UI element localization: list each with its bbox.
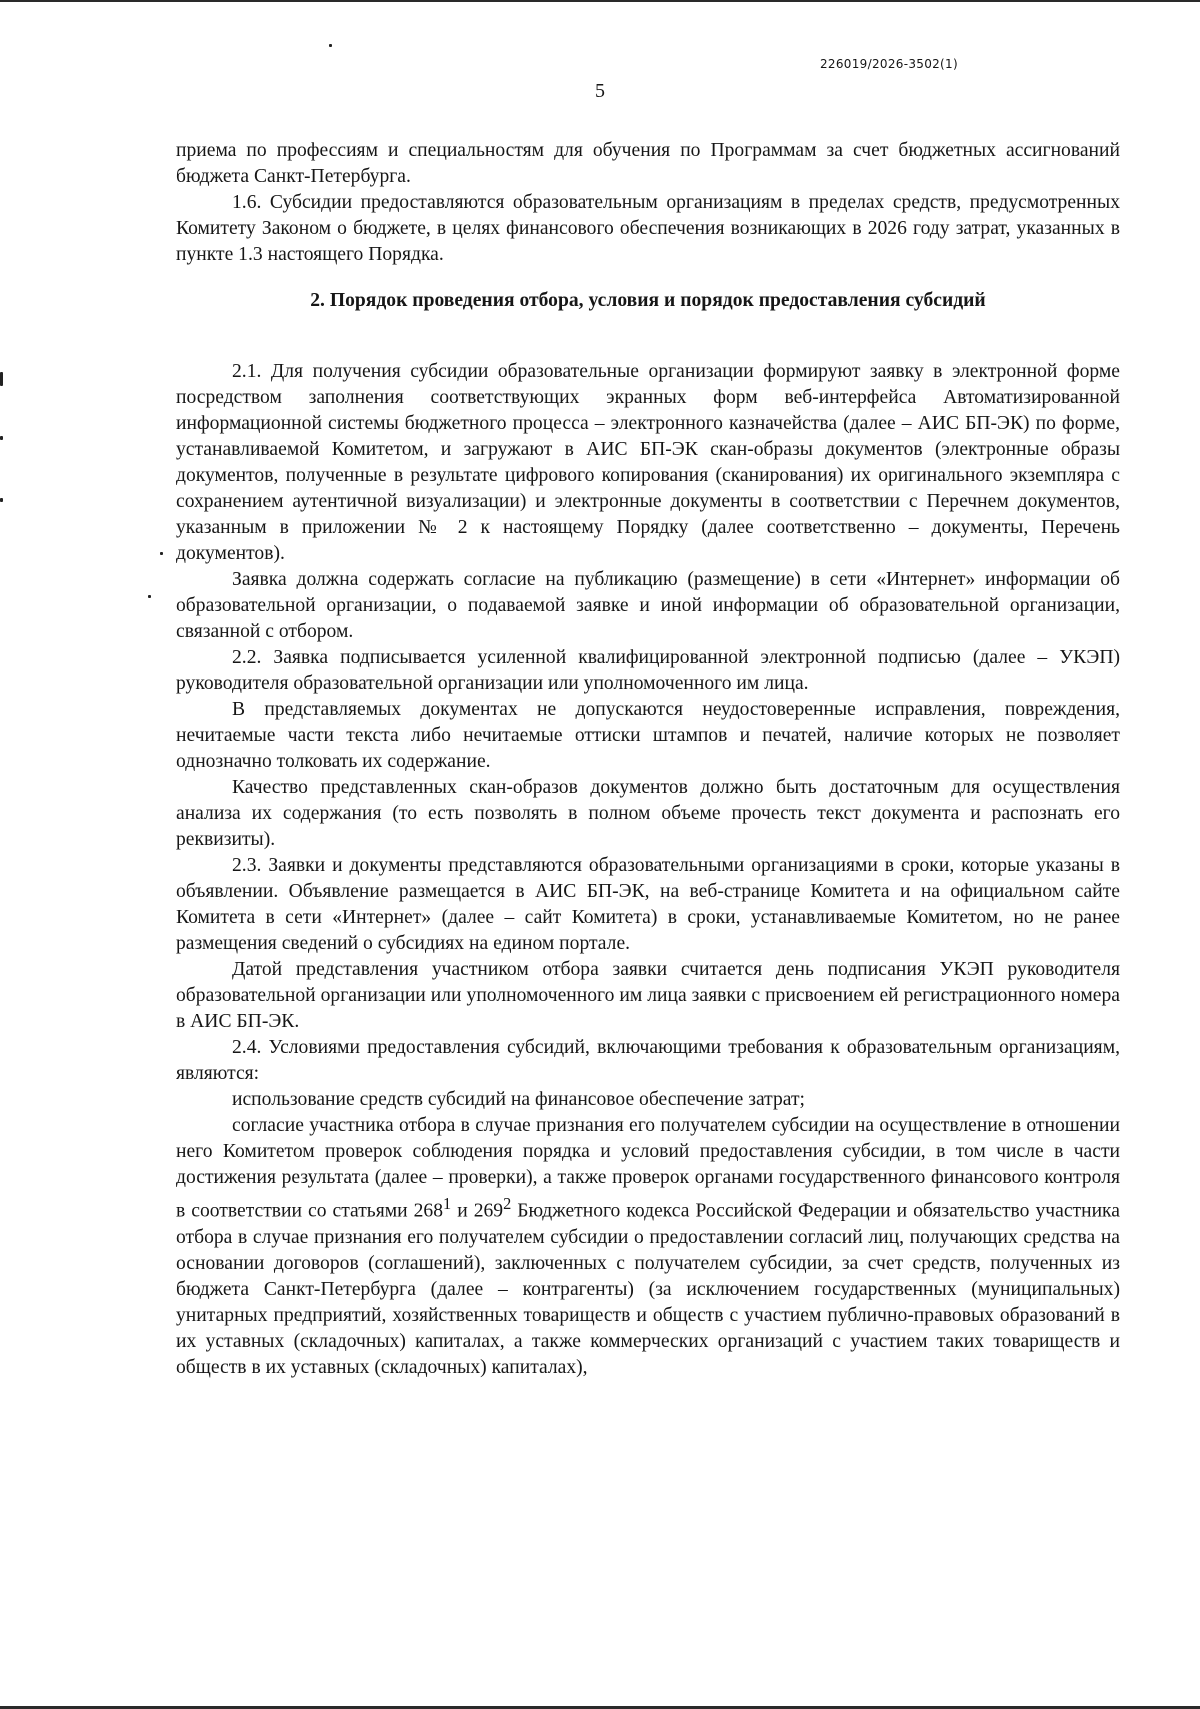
scan-edge-top — [0, 0, 1200, 2]
paragraph-2-2: 2.2. Заявка подписывается усиленной квалифицированной электронной подписью (далее – УКЭП) руководителя образовательной организации или уполномоченного им лица. — [176, 647, 1120, 694]
paragraph: использование средств субсидий на финансовое обеспечение затрат; — [232, 1089, 805, 1110]
paragraph-2-1: 2.1. Для получения субсидии образовательные организации формируют заявку в электронной форме посредством заполнения соответствующих экранных форм веб-интерфейса Автоматизированной информационной системы бюджетного процесса – электронного казначейства (далее – АИС БП-ЭК) по форме, устанавливаемой Комитетом, и загружают в АИС БП-ЭК скан-образы документов (электронные образы документов, полученные в результате цифрового копирования (сканирования) их оригинального экземпляра с сохранением аутентичной визуализации) и электронные документы в соответствии с Перечнем документов, указанным в приложении № 2 к настоящему Порядку (далее соответственно – документы, Перечень документов). — [176, 361, 1120, 564]
scan-speck — [0, 436, 3, 440]
paragraph: Качество представленных скан-образов документов должно быть достаточным для осуществления анализа их содержания (то есть позволять в полном объеме прочесть текст документа и распознать его реквизиты). — [176, 777, 1120, 850]
scan-speck — [329, 44, 332, 47]
scan-speck — [160, 552, 163, 555]
text-fragment: Бюджетного кодекса Российской Федерации и обязательство участника отбора в случае признания его получателем субсидии о предоставлении согласий лиц, получающих средства на основании договоров (соглашений), заключенных с получателем субсидии, за счет средств, полученных из бюджета Санкт-Петербурга (далее – контрагенты) (за исключением государственных (муниципальных) унитарных предприятий, хозяйственных товариществ и обществ с участием публично-правовых образований в их уставных (складочных) капиталах, а также коммерческих организаций с участием таких товариществ и обществ в их уставных (складочных) капиталах), — [176, 1200, 1120, 1378]
document-registration-number: 226019/2026-3502(1) — [820, 57, 958, 71]
paragraph: В представляемых документах не допускаются неудостоверенные исправления, повреждения, нечитаемые части текста либо нечитаемые оттиски штампов и печатей, наличие которых не позволяет однозначно толковать их содержание. — [176, 699, 1120, 772]
text-fragment: согласие участника отбора в случае признания его получателем субсидии на осуществление в отношении него Комитетом проверок соблюдения порядка и условий предоставления субсидии, в том числе в части достижения результата (далее – проверки), а также проверок органами государственного финансового контроля в соответствии со статьями 268 — [176, 1115, 1120, 1222]
paragraph: Заявка должна содержать согласие на публикацию (размещение) в сети «Интернет» информации об образовательной организации, о подаваемой заявке и иной информации об образовательной организации, связанной с отбором. — [176, 569, 1120, 642]
document-body — [176, 138, 1120, 1381]
scan-speck — [0, 498, 3, 502]
page-number: 5 — [595, 80, 605, 102]
superscript: 2 — [503, 1194, 512, 1213]
scan-speck — [0, 372, 3, 386]
paragraph-consent — [176, 1113, 1120, 1381]
paragraph: Датой представления участником отбора заявки считается день подписания УКЭП руководителя образовательной организации или уполномоченного им лица заявки с присвоением ей регистрационного номера в АИС БП-ЭК. — [176, 959, 1120, 1032]
scan-speck — [148, 595, 151, 598]
superscript: 1 — [443, 1194, 452, 1213]
paragraph-1-6: 1.6. Субсидии предоставляются образовательным организациям в пределах средств, предусмотренных Комитету Законом о бюджете, в целях финансового обеспечения возникающих в 2026 году затрат, указанных в пункте 1.3 настоящего Порядка. — [176, 192, 1120, 265]
paragraph: приема по профессиям и специальностям для обучения по Программам за счет бюджетных ассигнований бюджета Санкт-Петербурга. — [176, 140, 1120, 187]
section-heading: 2. Порядок проведения отбора, условия и порядок предоставления субсидий — [310, 290, 986, 311]
text-fragment: и 269 — [451, 1200, 504, 1222]
paragraph-2-3: 2.3. Заявки и документы представляются образовательными организациями в сроки, которые указаны в объявлении. Объявление размещается в АИС БП-ЭК, на веб-странице Комитета и на официальном сайте Комитета в сети «Интернет» (далее – сайт Комитета) в сроки, устанавливаемые Комитетом, но не ранее размещения сведений о субсидиях на едином портале. — [176, 855, 1120, 954]
paragraph-2-4: 2.4. Условиями предоставления субсидий, включающими требования к образовательным организациям, являются: — [176, 1037, 1120, 1084]
